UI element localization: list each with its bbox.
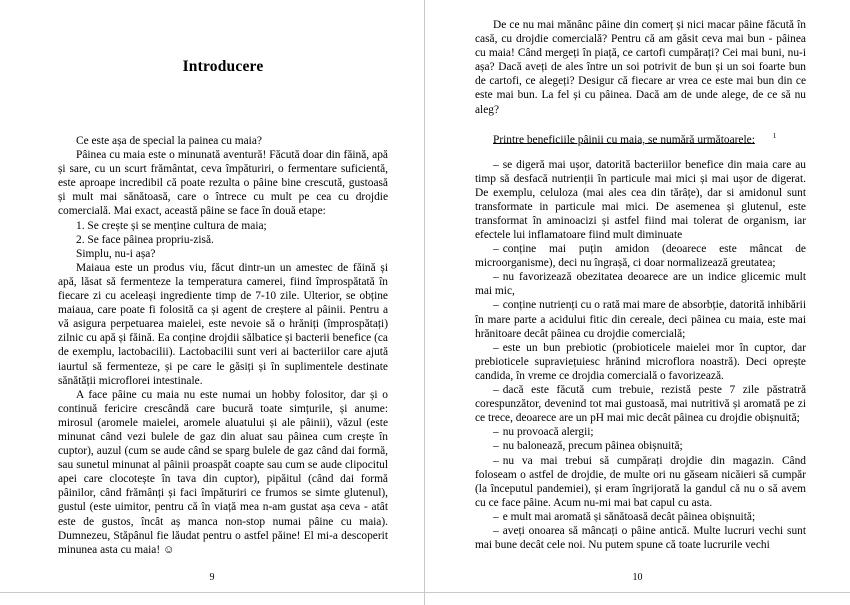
dash-bullet-icon: – [493,271,499,284]
footnote-marker: 1 [772,131,777,140]
dash-bullet-icon: – [493,510,499,523]
list-item [475,341,806,383]
list-item [475,242,806,270]
list-item-text: se digeră mai ușor, datorită bacteriilor benefice din maia care au timp să desfacă nutrienții în particule mai mici și mai ușor de digerat. De exemplu, celuloza (mai ales cea din tărâțe), dar si amidonul sunt transformate in particule mai mici. De asemenea și glutenul, este transformat în aminoacizi și astfel fiind mai tolerat de organism, iar efectele lui inflamatoare fiind mult diminuate [475,158,806,242]
list-item [475,270,806,298]
paragraph-simple: Simplu, nu-i așa? [76,247,156,260]
list-item-text: dacă este făcută cum trebuie, rezistă peste 7 zile păstratră corespunzător, devenind tot mai gustoasă, mai nutritivă și aromată pe zi ce trece, deoarece are un pH mai mic decât pâinea cu drojdie obișnuită; [475,384,806,425]
dash-bullet-icon: – [493,158,499,171]
list-item-text: nu favorizează obezitatea deoarece are un indice glicemic mult mai mic, [475,271,806,298]
left-page-bottom-rule [0,592,424,593]
paragraph-intro: Pâinea cu maia este o minunată aventură! Făcută doar din făină, apă și sare, cu un scurt frământat, ceva împăturiri, o fermentare suficientă, este aproape incredibil că poate rezulta o pâine bine crescută, gustoasă și mult mai sănătoasă, care o întrece cu mult pe cea cu drojdie comercială. Mai exact, această pâine se face în două etape: [58,149,388,218]
list-item-text: nu balonează, precum pâinea obișnuită; [502,440,683,453]
list-item [475,510,806,524]
benefits-heading-wrapper [475,129,806,147]
dash-bullet-icon: – [493,341,499,354]
benefits-heading-text: Printre beneficiile pâinii cu maia, se numără următoarele: [493,133,755,146]
dash-bullet-icon: – [493,243,499,256]
list-item [475,158,806,243]
step-item-1: 1. Se crește și se menține cultura de maia; [76,219,267,232]
chapter-title: Introducere [182,58,264,75]
dash-bullet-icon: – [493,440,499,453]
dash-bullet-icon: – [493,384,499,397]
paragraph-senses: A face pâine cu maia nu este numai un hobby folositor, dar și o continuă fericire crescândă care bucură toate simțurile, și anume: mirosul (aromele maielei, aromele aluatului și ale pâinii), văzul (este minunat când vezi bulele de gaz din aluat sau pâinea cum crește în cuptor), auzul (cum se aude când se sparg bulele de gaz când dai formă, sau sunetul minunat al pâinii proaspăt coapte sau cum se aude clipocitul apei care clocotește în tava din cuptor), pipăitul (când dai formă pâinilor, când frămânți și faci împăturiri ce frumos se simte glutenul), gustul (este uimitor, pentru că în viață mea n-am gustat așa ceva - atât este de gustos, încât aș manca non-stop numai pâine cu maia). Dumnezeu, Stăpânul fie lăudat pentru o astfel păine! El mi-a descoperit minunea asta cu maia! ☺ [58,388,388,556]
list-item [475,524,806,552]
paragraph-why-no-store-bread: De ce nu mai mănânc pâine din comerț și nici macar pâine făcută în casă, cu drojdie comercială? Pentru că am găsit ceva mai bun - pâinea cu maia! Când mergeți în piață, ce cartofi cumpărați? Cei mai buni, nu-i așa? Dacă aveți de ales între un soi potrivit de bun și un soi foarte bun de cartofi, ce alegeți? Desigur că fiecare ar vrea ce este mai bun din ce este mai bun. La fel și cu pâinea. Dacă am de unde alege, de ce să nu aleg? [475,19,806,116]
dash-bullet-icon: – [493,426,499,439]
list-item [475,454,806,510]
benefits-list [475,158,806,553]
left-page-number: 9 [209,572,215,583]
list-item-text: este un bun prebiotic (probioticele maielei mor în cuptor, dar prebioticele supraviețuiesc hrănind microflora noastră). Deci oprește candida, în vreme ce drojdia comercială o favorizează. [475,341,806,382]
list-item-text: aveți onoarea să mâncați o pâine antică. Multe lucruri vechi sunt mai bune decât cele noi. Nu putem spune că toate lucrurile vechi [475,524,806,552]
dash-bullet-icon: – [493,454,499,467]
list-item [475,425,806,439]
step-item-2: 2. Se face pâinea propriu-zisă. [76,233,214,246]
paragraph-question: Ce este așa de special la painea cu maia? [76,135,262,147]
right-page-number: 10 [632,572,643,583]
right-page-content [425,0,850,605]
left-page-content [0,0,424,605]
title-spacer [58,76,388,134]
paragraph-starter-description: Maiaua este un produs viu, făcut dintr-un un amestec de făină și apă, lăsat să fermenteze la temperatura camerei, fiind împrospătată în fiecare zi cu aceleași ingrediente timp de 7-10 zile. Ulterior, se obține maiaua, care poate fi folosită ca și agent de creștere al pâinii. Pentru a vă asigura perpetuarea maielei, este nevoie să o hrăniți (împrospătați) zilnic cu apă și făină. Ea conține drojdii sălbatice și bacterii benefice (ca de exemplu, lactobacilii). Lactobacilii sunt veri ai bacteriilor care ajută iaurtul să fermenteze, și pe care le găsiți și în suplimentele destinate sănătății microflorei intestinale. [58,261,388,387]
list-item-text: nu va mai trebui să cumpărați drojdie din magazin. Când foloseam o astfel de drojdie, de multe ori nu găseam nicăieri să cumpăr (la începutul pandemiei), și eram îngrijorată la gandul că nu o să avem cu ce face pâine. Acum nu-mi mai bat capul cu asta. [475,454,806,509]
dash-bullet-icon: – [493,524,499,537]
list-item [475,439,806,453]
benefits-heading [475,129,806,147]
list-item-text: conține nutrienți cu o rată mai mare de absorbție, datorită inhibării în mare parte a acidului fitic din cereale, deci pâinea cu maia, este mai hrănitoare decât pâinea cu drojdie comercială; [475,299,806,340]
right-page-bottom-rule [425,592,850,593]
dash-bullet-icon: – [493,299,499,312]
right-page [425,0,850,605]
list-item [475,383,806,425]
list-item-text: e mult mai aromată și sănătoasă decât pâinea obișnuită; [502,510,756,523]
list-item-text: conține mai puțin amidon (deoarece este mâncat de microorganisme), deci nu îngrașă, ci doar normalizează greutatea; [475,243,806,270]
list-item [475,298,806,340]
list-item-text: nu provoacă alergii; [502,426,594,439]
